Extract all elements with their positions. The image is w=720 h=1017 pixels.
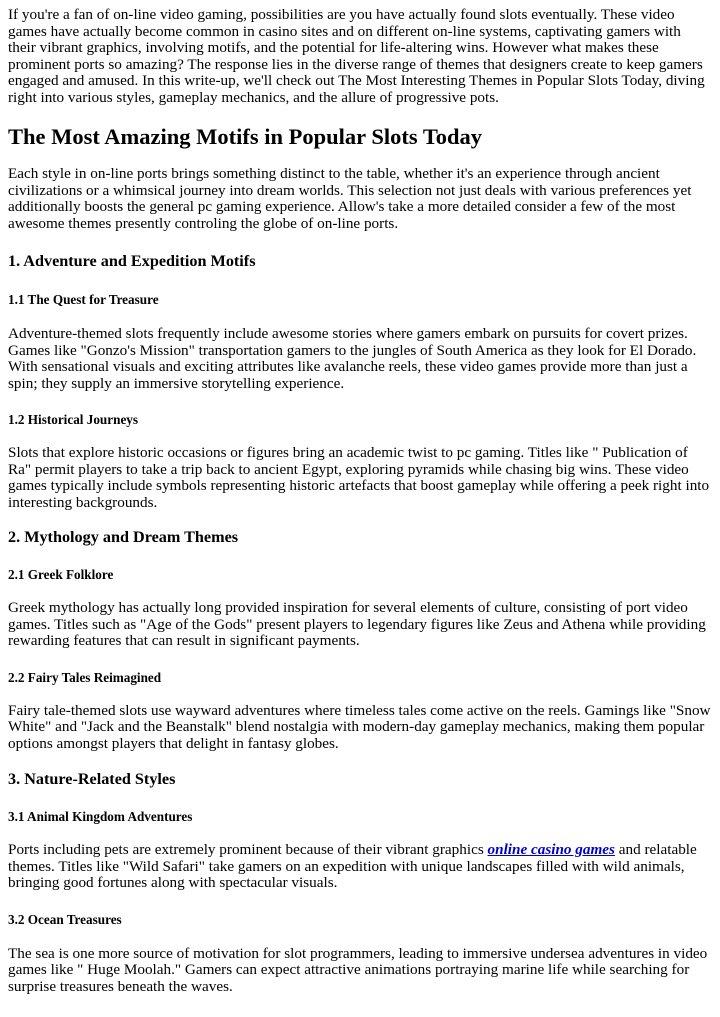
subsection-heading-quest: 1.1 The Quest for Treasure: [8, 292, 159, 307]
online-casino-games-link[interactable]: online casino games: [487, 841, 615, 858]
animal-text-before: Ports including pets are extremely prominent because of their vibrant graphics: [8, 841, 488, 858]
subsection-heading-ocean: 3.2 Ocean Treasures: [8, 911, 122, 927]
motifs-paragraph: Each style in on-line ports brings something distinct to the table, whether it's an experience through ancient civilizations or a whimsical journey into dream worlds. This selection not just deals with various preferences yet additionally boosts the general pc gaming experience. Allow's take a more detailed consider a few of the most awesome themes presently controling the globe of on-line ports.: [8, 165, 692, 232]
section-heading-nature: 3. Nature-Related Styles: [8, 770, 176, 788]
subsection-heading-historical: 1.2 Historical Journeys: [8, 412, 139, 427]
subsection-heading-animal: 3.1 Animal Kingdom Adventures: [8, 809, 193, 824]
page-title: The Most Amazing Motifs in Popular Slots Today: [8, 124, 483, 149]
section-heading-adventure: 1. Adventure and Expedition Motifs: [8, 252, 256, 270]
animal-text-after: and relatable themes. Titles like "Wild Safari" take gamers on an expedition with unique landscapes filled with wild animals, bringing good fortunes along with spectacular visuals.: [8, 841, 697, 891]
animal-paragraph: [8, 842, 712, 892]
quest-paragraph: Adventure-themed slots frequently include awesome stories where gamers embark on pursuits for covert prizes. Games like "Gonzo's Mission" transportation gamers to the jungles of South America as they look for El Dorado. With sensational visuals and exciting attributes like avalanche reels, these video games provide more than just a spin; they supply an immersive storytelling experience.: [8, 325, 697, 392]
intro-paragraph: If you're a fan of on-line video gaming, possibilities are you have actually found slots eventually. These video games have actually become common in casino sites and on different on-line systems, captivating gamers with their vibrant graphics, involving motifs, and the potential for life-altering wins. However what makes these prominent ports so amazing? The response lies in the diverse range of themes that designers create to keep gamers engaged and amused. In this write-up, we'll check out The Most Interesting Themes in Popular Slots Today, diving right into various styles, gameplay mechanics, and the allure of progressive pots.: [8, 6, 705, 106]
ocean-paragraph: The sea is one more source of motivation for slot programmers, leading to immersive undersea adventures in video games like " Huge Moolah." Gamers can expect attractive animations portraying marine life while searching for surprise treasures beneath the waves.: [8, 944, 708, 995]
historical-paragraph: Slots that explore historic occasions or figures bring an academic twist to pc gaming. Titles like " Publication of Ra" permit players to take a trip back to ancient Egypt, exploring pyramids while chasing big wins. These video games typically include symbols representing historic artefacts that boost gameplay while offering a peek right into interesting backgrounds.: [8, 444, 710, 511]
greek-paragraph: Greek mythology has actually long provided inspiration for several elements of culture, consisting of port video games. Titles such as "Age of the Gods" present players to legendary figures like Zeus and Athena while providing rewarding features that can result in significant payments.: [8, 599, 706, 649]
subsection-heading-greek: 2.1 Greek Folklore: [8, 567, 114, 582]
section-heading-mythology: 2. Mythology and Dream Themes: [8, 528, 239, 546]
fairy-paragraph: Fairy tale-themed slots use wayward adventures where timeless tales come active on the reels. Gamings like "Snow White" and "Jack and the Beanstalk" blend nostalgia with modern-day gameplay mechanics, making them popular options amongst players that delight in fantasy globes.: [8, 701, 711, 752]
subsection-heading-fairy: 2.2 Fairy Tales Reimagined: [8, 669, 162, 685]
